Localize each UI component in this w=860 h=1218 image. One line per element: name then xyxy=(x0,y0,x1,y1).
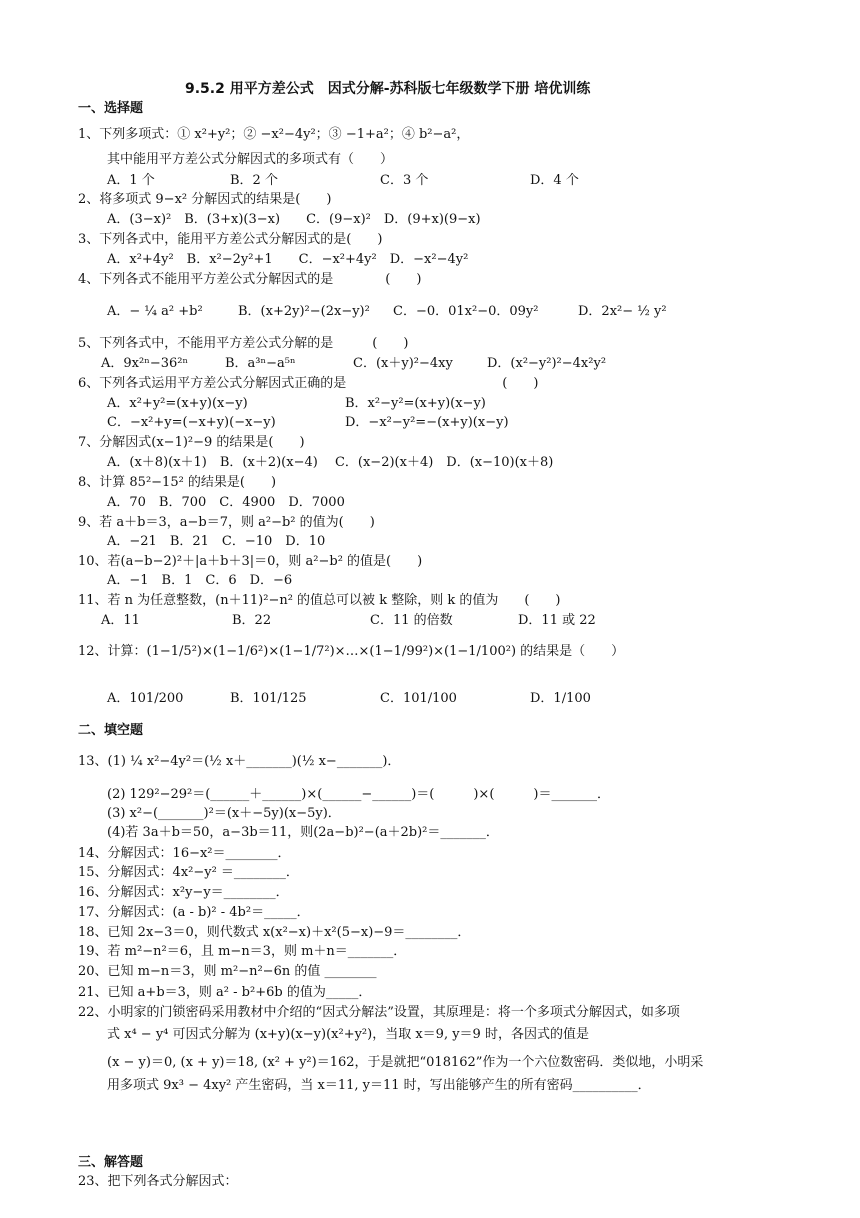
q10-stem: 10、若(a−b−2)²＋|a＋b＋3|＝0，则 a²−b² 的值是( ) xyxy=(78,554,423,569)
q12-option-b: B．101/125 xyxy=(230,691,307,706)
q17: 17、分解因式：(a - b)² - 4b²＝_____． xyxy=(78,905,310,920)
q20: 20、已知 m−n＝3，则 m²−n²−6n 的值 ________ xyxy=(78,964,377,979)
q1-option-a: A．1 个 xyxy=(107,173,155,188)
q4-option-c: C．−0．01x²−0．09y² xyxy=(393,304,539,319)
q9-stem: 9、若 a＋b＝3，a−b＝7，则 a²−b² 的值为( ) xyxy=(78,515,375,530)
page-title: 9.5.2 用平方差公式 因式分解-苏科版七年级数学下册 培优训练 xyxy=(185,81,591,97)
q5-option-a: A．9x²ⁿ−36²ⁿ xyxy=(101,356,189,371)
q5-option-b: B．a³ⁿ−a⁵ⁿ xyxy=(225,356,296,371)
q16: 16、分解因式：x²y−y＝________． xyxy=(78,885,289,900)
q8-stem: 8、计算 85²−15² 的结果是( ) xyxy=(78,475,277,490)
q4-option-b: B．(x+2y)²−(2x−y)² xyxy=(238,304,370,319)
q4-option-a: A．− ¼ a² +b² xyxy=(107,304,203,319)
q11-option-d: D．11 或 22 xyxy=(518,613,596,628)
section-choice: 一、选择题 xyxy=(78,101,144,116)
q4-stem: 4、下列各式不能用平方差公式分解因式的是 ( ) xyxy=(78,272,422,287)
q1-stem: 1、下列多项式：① x²+y²；② −x²−4y²；③ −1+a²；④ b²−a²， xyxy=(78,127,470,142)
q5-stem: 5、下列各式中，不能用平方差公式分解的是 ( ) xyxy=(78,336,409,351)
q1-option-b: B．2 个 xyxy=(230,173,278,188)
q1-stem2: 其中能用平方差公式分解因式的多项式有（ ） xyxy=(107,152,394,167)
q5-option-c: C．(x＋y)²−4xy xyxy=(353,356,453,371)
q13-line1: 13、(1) ¼ x²−4y²＝(½ x＋_______)(½ x−_______)． xyxy=(78,754,401,769)
q6-option-a: A．x²+y²=(x+y)(x−y) xyxy=(107,396,248,411)
q1-option-d: D．4 个 xyxy=(530,173,579,188)
q4-option-d: D．2x²− ½ y² xyxy=(578,304,667,319)
q13-line3: (3) x²−(_______)²＝(x＋−5y)(x−5y)． xyxy=(107,806,341,821)
q7-stem: 7、分解因式(x−1)²−9 的结果是( ) xyxy=(78,435,305,450)
q13-line2: (2) 129²−29²＝(______＋______)×(______−______)＝( )×( )＝_______． xyxy=(107,787,610,802)
q19: 19、若 m²−n²＝6，且 m−n＝3，则 m＋n＝_______． xyxy=(78,944,407,959)
q18: 18、已知 2x−3＝0，则代数式 x(x²−x)＋x²(5−x)−9＝________． xyxy=(78,925,471,940)
q6-option-c: C．−x²+y=(−x+y)(−x−y) xyxy=(107,415,276,430)
q12-stem: 12、计算：(1−1/5²)×(1−1/6²)×(1−1/7²)×…×(1−1/99²)×(1−1/100²) 的结果是（ ） xyxy=(78,644,625,659)
q13-line4: (4)若 3a＋b＝50，a−3b＝11，则(2a−b)²−(a＋2b)²＝_______． xyxy=(107,825,499,840)
q6-stem: 6、下列各式运用平方差公式分解因式正确的是 ( ) xyxy=(78,376,539,391)
q8-options: A．70 B．700 C．4900 D．7000 xyxy=(107,495,345,510)
q22-line2: 式 x⁴ − y⁴ 可因式分解为 (x+y)(x−y)(x²+y²)，当取 x＝9, y＝9 时，各因式的值是 xyxy=(107,1027,589,1042)
q2-options: A．(3−x)² B．(3+x)(3−x) C．(9−x)² D．(9+x)(9−x) xyxy=(107,212,481,227)
q11-stem: 11、若 n 为任意整数，(n＋11)²−n² 的值总可以被 k 整除，则 k 的值为 ( ) xyxy=(78,593,561,608)
section-answer: 三、解答题 xyxy=(78,1155,144,1170)
q11-option-a: A．11 xyxy=(101,613,140,628)
q22-line4: 用多项式 9x³ − 4xy² 产生密码，当 x＝11, y＝11 时，写出能够产生的所有密码__________． xyxy=(107,1078,651,1093)
q12-option-d: D．1/100 xyxy=(530,691,591,706)
q5-option-d: D．(x²−y²)²−4x²y² xyxy=(487,356,607,371)
q23: 23、把下列各式分解因式： xyxy=(78,1174,238,1189)
q22-line1: 22、小明家的门锁密码采用教材中介绍的“因式分解法”设置，其原理是：将一个多项式分解因式，如多项 xyxy=(78,1005,680,1020)
q14: 14、分解因式：16−x²＝________． xyxy=(78,846,291,861)
q3-options: A．x²+4y² B．x²−2y²+1 C．−x²+4y² D．−x²−4y² xyxy=(107,252,469,267)
q12-option-a: A．101/200 xyxy=(107,691,184,706)
q6-option-d: D．−x²−y²=−(x+y)(x−y) xyxy=(345,415,509,430)
q10-options: A．−1 B．1 C．6 D．−6 xyxy=(107,573,293,588)
q11-option-c: C．11 的倍数 xyxy=(370,613,453,628)
q15: 15、分解因式：4x²−y² ＝________． xyxy=(78,865,299,880)
q7-options: A．(x＋8)(x＋1) B．(x＋2)(x−4) C．(x−2)(x＋4) D．(x−10)(x＋8) xyxy=(107,455,554,470)
q21: 21、已知 a+b＝3，则 a² - b²+6b 的值为_____． xyxy=(78,985,372,1000)
q9-options: A．−21 B．21 C．−10 D．10 xyxy=(107,534,326,549)
q2-stem: 2、将多项式 9−x² 分解因式的结果是( ) xyxy=(78,192,332,207)
q22-line3: (x − y)＝0, (x + y)＝18, (x² + y²)＝162，于是就把“018162”作为一个六位数密码．类似地，小明采 xyxy=(107,1055,704,1070)
section-fill: 二、填空题 xyxy=(78,723,144,738)
q6-option-b: B．x²−y²=(x+y)(x−y) xyxy=(345,396,486,411)
q3-stem: 3、下列各式中，能用平方差公式分解因式的是( ) xyxy=(78,232,383,247)
q12-option-c: C．101/100 xyxy=(380,691,457,706)
q1-option-c: C．3 个 xyxy=(380,173,429,188)
q11-option-b: B．22 xyxy=(232,613,272,628)
